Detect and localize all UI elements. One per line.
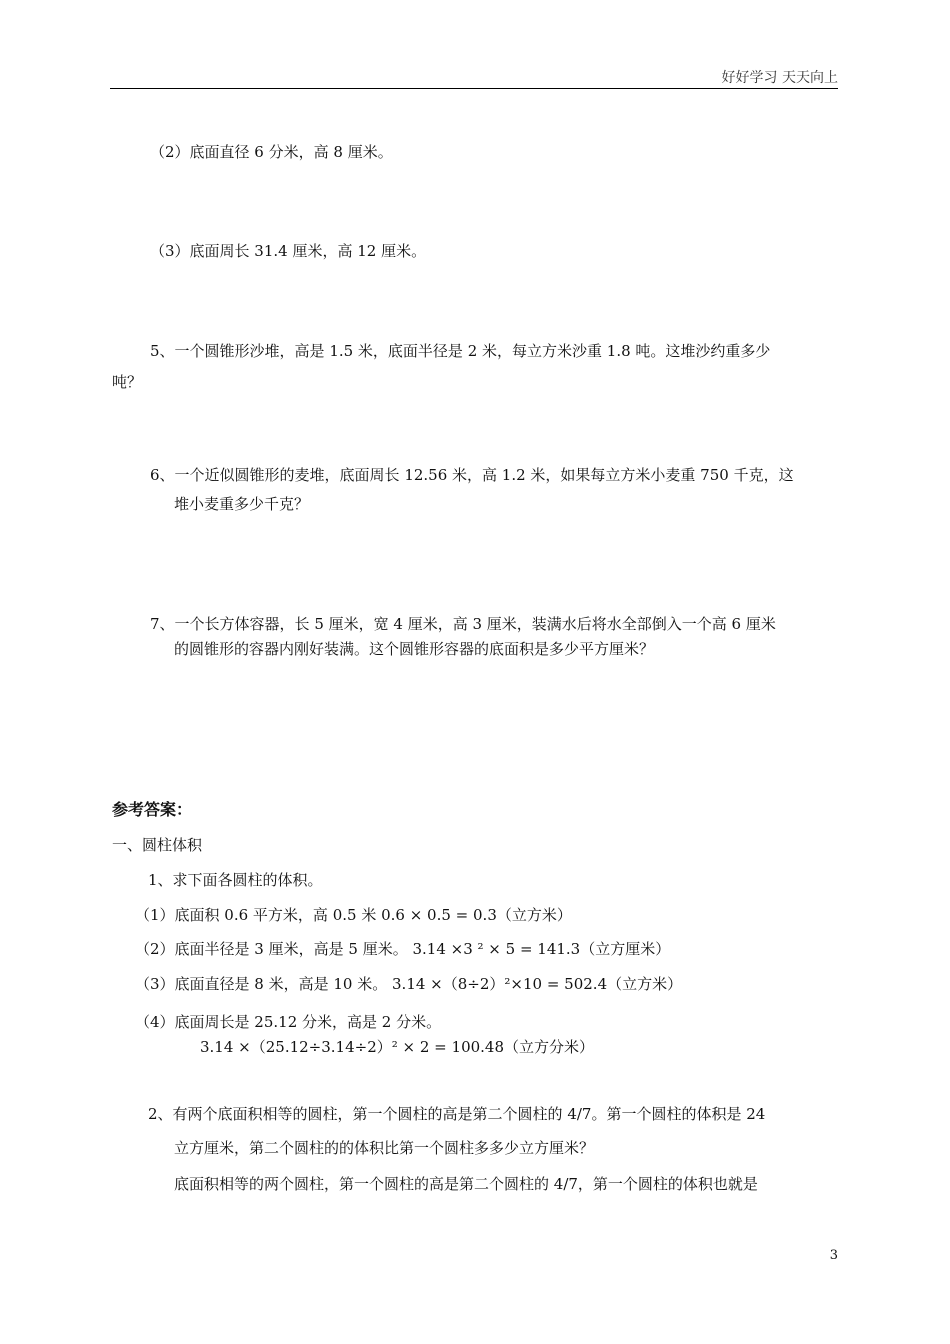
answer-item-2-line1: 2、有两个底面积相等的圆柱，第一个圆柱的高是第二个圆柱的 4/7。第一个圆柱的体积是 24: [148, 1105, 766, 1123]
answer-1-1: （1）底面积 0.6 平方米，高 0.5 米 0.6 × 0.5 = 0.3（立方米）: [135, 906, 572, 924]
answer-1-2: （2）底面半径是 3 厘米，高是 5 厘米。 3.14 ×3 ² × 5 = 141.3（立方厘米）: [135, 940, 671, 958]
question-7-line2: 的圆锥形的容器内刚好装满。这个圆锥形容器的底面积是多少平方厘米？: [174, 640, 655, 658]
answer-item-1-title: 1、求下面各圆柱的体积。: [148, 871, 323, 889]
answer-item-2-line3: 底面积相等的两个圆柱，第一个圆柱的高是第二个圆柱的 4/7，第一个圆柱的体积也就是: [174, 1175, 758, 1193]
answer-1-4-line1: （4）底面周长是 25.12 分米，高是 2 分米。: [135, 1013, 442, 1031]
answer-item-2-line2: 立方厘米，第二个圆柱的的体积比第一个圆柱多多少立方厘米？: [174, 1139, 595, 1157]
question-7-line1: 7、一个长方体容器，长 5 厘米，宽 4 厘米，高 3 厘米，装满水后将水全部倒入一个高 6 厘米: [150, 615, 776, 633]
page-number: 3: [829, 1248, 838, 1263]
question-5-line2: 吨？: [112, 373, 143, 391]
question-4-3: （3）底面周长 31.4 厘米，高 12 厘米。: [150, 242, 427, 260]
answers-heading: 参考答案：: [112, 800, 193, 819]
header-divider: [110, 88, 838, 89]
answer-1-3: （3）底面直径是 8 米，高是 10 米。 3.14 ×（8÷2）²×10 = 502.4（立方米）: [135, 975, 683, 993]
answers-section-1: 一、圆柱体积: [112, 836, 203, 854]
header-title: 好好学习 天天向上: [721, 70, 838, 86]
question-4-2: （2）底面直径 6 分米，高 8 厘米。: [150, 143, 393, 161]
question-6-line2: 堆小麦重多少千克？: [174, 495, 310, 513]
question-6-line1: 6、一个近似圆锥形的麦堆，底面周长 12.56 米，高 1.2 米，如果每立方米小麦重 750 千克，这: [150, 466, 794, 484]
question-5-line1: 5、一个圆锥形沙堆，高是 1.5 米，底面半径是 2 米，每立方米沙重 1.8 吨。这堆沙约重多少: [150, 342, 771, 360]
answer-1-4-line2: 3.14 ×（25.12÷3.14÷2）² × 2 = 100.48（立方分米）: [200, 1038, 595, 1056]
